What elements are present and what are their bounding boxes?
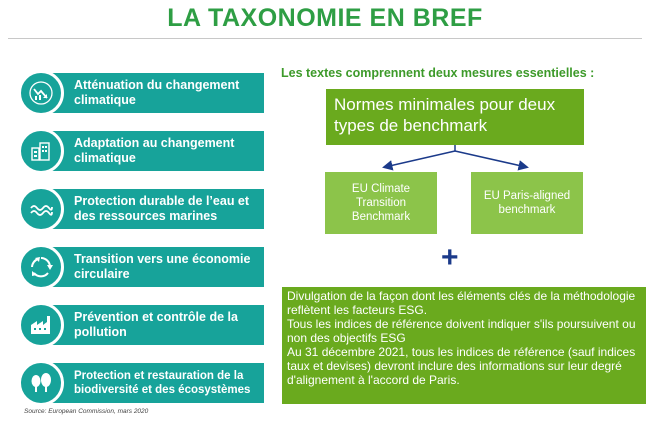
trees-icon [29,371,53,395]
intro-text: Les textes comprennent deux mesures essentielles : [281,66,595,80]
benchmark-paris-aligned: EU Paris-aligned benchmark [471,172,583,234]
pillar-label: Adaptation au changement climatique [74,136,235,165]
pillar-water [18,186,264,232]
pillar-icon-circle [18,244,64,290]
pillar-label: Protection et restauration de la biodiversité et des écosystèmes [74,370,251,396]
climate-chart-icon [29,81,53,105]
pillar-icon-circle [18,186,64,232]
norms-box: Normes minimales pour deux types de benchmark [326,89,584,145]
pillar-mitigation [18,70,264,116]
plus-sign: + [441,241,459,274]
disclosure-line: Divulgation de la façon dont les éléments clés de la méthodologie reflètent les facteurs ESG. [287,289,636,317]
recycle-icon [29,255,53,279]
pillar-label: Transition vers une économie circulaire [74,252,251,281]
pillar-label: Prévention et contrôle de la pollution [74,310,238,339]
disclosure-box [282,287,646,404]
pillar-biodiversity [18,360,264,406]
pillar-icon-circle [18,70,64,116]
title-divider [8,38,642,39]
pillar-label: Atténuation du changement climatique [74,78,240,107]
page-title: LA TAXONOMIE EN BREF [167,4,483,32]
pillar-label: Protection durable de l’eau et des ressources marines [74,194,250,223]
pillar-circular-economy [18,244,264,290]
pillar-icon-circle [18,360,64,406]
factory-icon [29,313,53,337]
benchmark-climate-transition: EU Climate Transition Benchmark [325,172,437,234]
buildings-icon [29,139,53,163]
pillar-pollution [18,302,264,348]
pillar-adaptation [18,128,264,174]
pillar-icon-circle [18,302,64,348]
waves-icon [29,197,53,221]
source-note: Source: European Commission, mars 2020 [24,408,149,415]
pillar-icon-circle [18,128,64,174]
disclosure-line: Au 31 décembre 2021, tous les indices de référence (sauf indices taux et devises) devront inclure des informations sur leur degré d'alignement à l'accord de Paris. [287,345,636,387]
branch-arrows [300,145,610,173]
disclosure-line: Tous les indices de référence doivent indiquer s'ils poursuivent ou non des objectifs ESG [287,317,636,345]
